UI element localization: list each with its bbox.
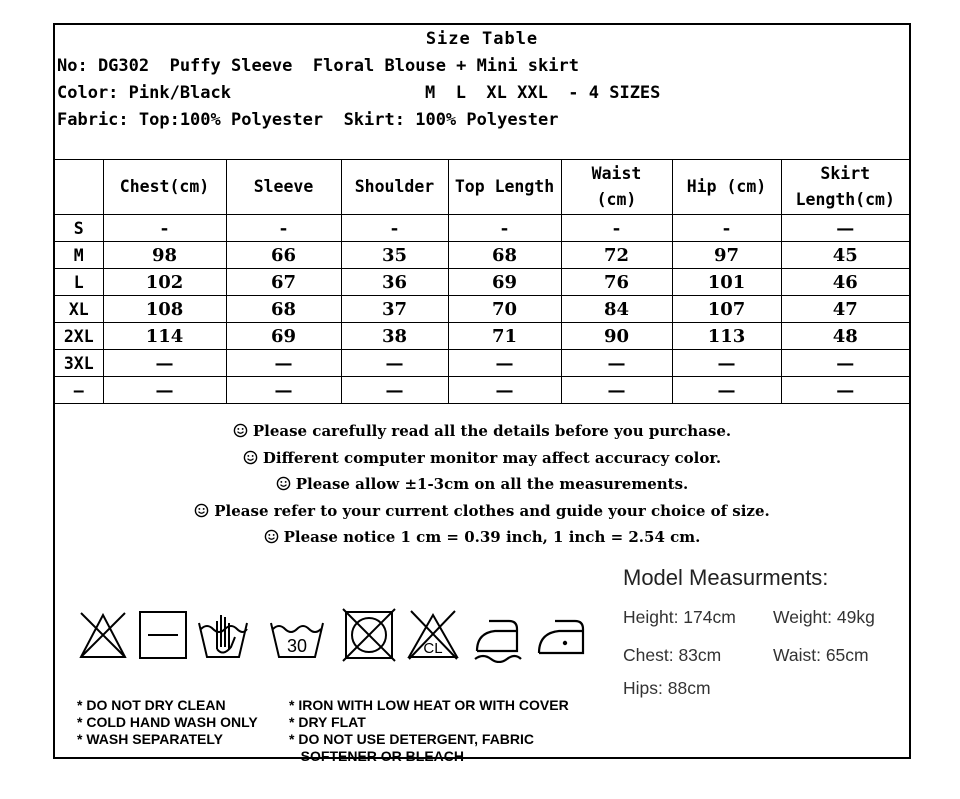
table-cell: - [341,215,448,242]
table-cell: 36 [341,269,448,296]
size-label: — [55,377,103,404]
column-header: Chest(cm) [103,159,226,215]
table-row [55,323,909,350]
note-text: Please refer to your current clothes and guide your choice of size. [214,501,770,520]
table-cell: 69 [226,323,341,350]
dry-flat-icon [135,607,191,663]
product-header [55,25,909,160]
table-row [55,350,909,377]
table-row [55,377,909,404]
table-cell: — [448,377,561,404]
table-cell: — [561,377,672,404]
size-label: 3XL [55,350,103,377]
hand-wash-icon [195,607,251,663]
note-text: Please allow ±1-3cm on all the measurements. [295,475,689,493]
table-row [55,296,909,323]
do-not-bleach-cl-icon [405,607,461,663]
size-table [55,159,909,404]
table-cell: — [781,350,909,377]
table-cell: — [672,350,781,377]
notes [55,418,909,551]
note [55,498,909,525]
column-header: Skirt Length(cm) [781,159,909,215]
note [55,418,909,445]
table-cell: 113 [672,323,781,350]
available-sizes: M L XL XXL - 4 SIZES [425,83,661,103]
table-cell: 72 [561,242,672,269]
table-cell: 45 [781,242,909,269]
table-cell: 108 [103,296,226,323]
do-not-bleach-icon [75,607,131,663]
model-title: Model Measurments: [623,565,829,590]
care-text-right: * IRON WITH LOW HEAT OR WITH COVER * DRY FLAT * DO NOT USE DETERGENT, FABRIC SOFTENER OR BLEACH [289,697,569,764]
table-cell: 67 [226,269,341,296]
table-cell: 46 [781,269,909,296]
size-label: 2XL [55,323,103,350]
table-header-row [55,159,909,215]
wash-temp: 30 [286,636,308,656]
note [55,471,909,498]
product-fabric: Fabric: Top:100% Polyester Skirt: 100% Polyester [57,110,559,130]
model-height: Height: 174cm [623,607,736,627]
column-header: Shoulder [341,159,448,215]
note-text: Please carefully read all the details before you purchase. [252,422,732,440]
table-cell: — [341,350,448,377]
table-cell: — [781,215,909,242]
table-cell: 71 [448,323,561,350]
table-cell: 69 [448,269,561,296]
size-label: M [55,242,103,269]
size-chart [53,23,911,764]
table-cell: - [672,215,781,242]
table-cell: 66 [226,242,341,269]
table-cell: - [448,215,561,242]
model-hips: Hips: 88cm [623,678,711,698]
model-waist: Waist: 65cm [773,645,869,665]
table-cell: 101 [672,269,781,296]
model-chest: Chest: 83cm [623,645,722,665]
table-cell: — [226,350,341,377]
table-row [55,242,909,269]
table-cell: — [672,377,781,404]
table-cell: 97 [672,242,781,269]
column-header: Top Length [448,159,561,215]
column-header: Sleeve [226,159,341,215]
table-cell: 38 [341,323,448,350]
product-color: Color: Pink/Black [57,83,231,103]
table-cell: — [103,377,226,404]
table-cell: 102 [103,269,226,296]
table-cell: — [561,350,672,377]
smiley-icon [233,423,248,438]
table-cell: 68 [448,242,561,269]
cl-label: CL [423,640,443,657]
iron-low-heat-icon [533,607,589,663]
iron-steam-icon [469,607,525,663]
table-cell: — [103,350,226,377]
table-cell: 70 [448,296,561,323]
table-row [55,269,909,296]
table-cell: 47 [781,296,909,323]
smiley-icon [194,503,209,518]
size-label: S [55,215,103,242]
smiley-icon [243,450,258,465]
chart-title: Size Table [425,29,539,49]
table-cell: — [781,377,909,404]
table-cell: 37 [341,296,448,323]
note [55,445,909,472]
product-number: No: DG302 Puffy Sleeve Floral Blouse + Mini skirt [57,56,579,76]
care-text-left: * DO NOT DRY CLEAN * COLD HAND WASH ONLY * WASH SEPARATELY [77,697,258,747]
table-cell: — [448,350,561,377]
table-cell: 114 [103,323,226,350]
table-cell: 98 [103,242,226,269]
table-row [55,215,909,242]
table-cell: - [103,215,226,242]
smiley-icon [276,476,291,491]
note [55,524,909,551]
table-cell: 107 [672,296,781,323]
do-not-tumble-dry-icon [341,607,397,663]
model-weight: Weight: 49kg [773,607,875,627]
table-cell: — [341,377,448,404]
table-cell: - [226,215,341,242]
table-cell: 76 [561,269,672,296]
table-cell: — [226,377,341,404]
column-header: Waist (cm) [561,159,672,215]
table-cell: - [561,215,672,242]
table-cell: 48 [781,323,909,350]
size-label: L [55,269,103,296]
table-cell: 90 [561,323,672,350]
column-header [55,159,103,215]
size-label: XL [55,296,103,323]
table-cell: 35 [341,242,448,269]
wash-30-icon [269,607,325,663]
note-text: Please notice 1 cm = 0.39 inch, 1 inch = 2.54 cm. [283,528,701,546]
column-header: Hip (cm) [672,159,781,215]
smiley-icon [264,529,279,544]
table-cell: 68 [226,296,341,323]
table-cell: 84 [561,296,672,323]
note-text: Different computer monitor may affect accuracy color. [262,448,722,467]
